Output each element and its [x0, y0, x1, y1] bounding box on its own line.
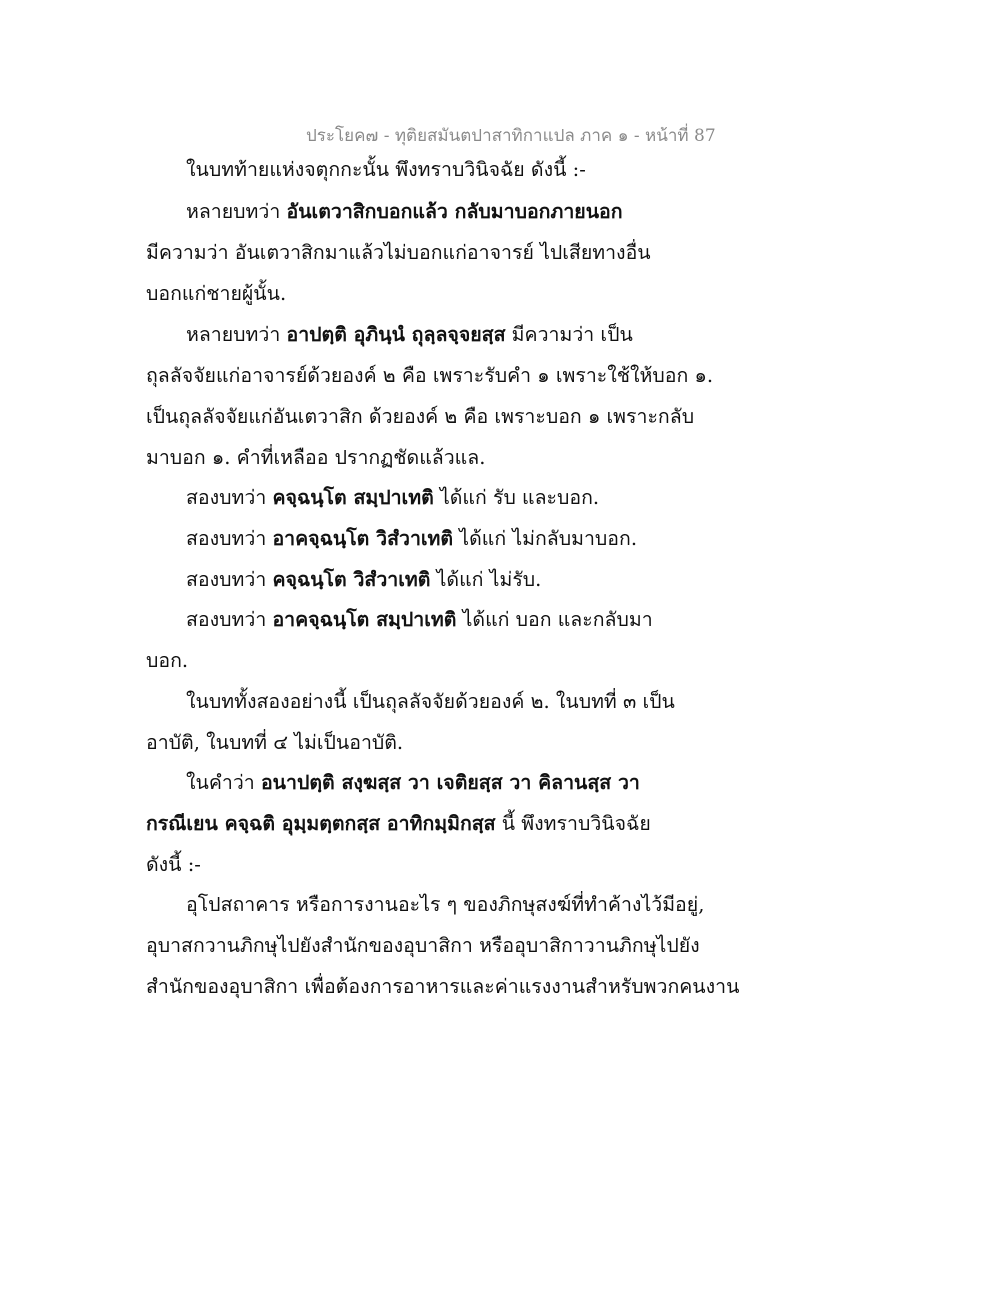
text: ได้แก่ รับ และบอก. [433, 486, 600, 509]
text-line [146, 282, 286, 305]
text-line [146, 812, 651, 835]
text-line [186, 323, 633, 346]
text: สองบทว่า [186, 568, 273, 591]
text: ในบทท้ายแห่งจตุกกะนั้น พึงทราบวินิจฉัย ดังนี้ :- [186, 158, 586, 181]
text-line [186, 200, 623, 223]
text-line [186, 527, 637, 550]
text-line [186, 158, 586, 181]
text: ดังนี้ :- [146, 853, 201, 876]
text-line [186, 771, 640, 794]
text-line [146, 975, 739, 998]
bold-term: คจฺฉนฺโต วิสํวาเทติ [272, 568, 431, 591]
text: อุโปสถาคาร หรือการงานอะไร ๆ ของภิกษุสงฆ์ที่ทำค้างไว้มีอยู่, [186, 893, 705, 916]
text: ได้แก่ ไม่รับ. [430, 568, 542, 591]
text: สำนักของอุบาสิกา เพื่อต้องการอาหารและค่าแรงงานสำหรับพวกคนงาน [146, 975, 740, 998]
bold-term: อาคจฺฉนฺโต วิสํวาเทติ [272, 527, 454, 550]
text: นี้ พึงทราบวินิจฉัย [495, 812, 651, 835]
bold-term: อาปตฺติ อุภินฺนํ ถุลฺลจฺจยสฺส [286, 323, 506, 346]
text-line [146, 364, 713, 387]
text-line [186, 486, 599, 509]
text-line [146, 853, 201, 876]
text: สองบทว่า [186, 527, 273, 550]
text: ในบททั้งสองอย่างนี้ เป็นถุลลัจจัยด้วยองค์ ๒. ในบทที่ ๓ เป็น [186, 690, 675, 713]
text-line [186, 568, 541, 591]
text: สองบทว่า [186, 608, 273, 631]
text-line [146, 731, 403, 754]
text-line [186, 893, 704, 916]
text: อุบาสกวานภิกษุไปยังสำนักของอุบาสิกา หรืออุบาสิกาวานภิกษุไปยัง [146, 934, 700, 957]
text: มีความว่า อันเตวาสิกมาแล้วไม่บอกแก่อาจารย์ ไปเสียทางอื่น [146, 241, 651, 264]
text: อาบัติ, ในบทที่ ๔ ไม่เป็นอาบัติ. [146, 731, 404, 754]
text: หลายบทว่า [186, 200, 287, 223]
text: มาบอก ๑. คำที่เหลืออ ปรากฏชัดแล้วแล. [146, 446, 486, 469]
bold-term: คจฺฉนฺโต สมฺปาเทติ [272, 486, 434, 509]
text-line [146, 241, 651, 264]
bold-term: อนาปตฺติ สงฺฆสฺส วา เจติยสฺส วา คิลานสฺส วา [260, 771, 640, 794]
text: ได้แก่ บอก และกลับมา [456, 608, 653, 631]
text: ถุลลัจจัยแก่อาจารย์ด้วยองค์ ๒ คือ เพราะรับคำ ๑ เพราะใช้ให้บอก ๑. [146, 364, 714, 387]
text-line [146, 649, 188, 672]
text: มีความว่า เป็น [505, 323, 633, 346]
text: ในคำว่า [186, 771, 261, 794]
text-line [186, 690, 675, 713]
text-line [146, 934, 700, 957]
bold-term: อันเตวาสิกบอกแล้ว กลับมาบอกภายนอก [286, 200, 623, 223]
page-header: ประโยค๗ - ทุติยสมันตปาสาทิกาแปล ภาค ๑ - หน้าที่ 87 [306, 126, 716, 146]
text: บอก. [146, 649, 189, 672]
text-line [146, 405, 694, 428]
text: หลายบทว่า [186, 323, 287, 346]
text: สองบทว่า [186, 486, 273, 509]
text-line [146, 446, 485, 469]
text-line [186, 608, 653, 631]
bold-term: อาคจฺฉนฺโต สมฺปาเทติ [272, 608, 457, 631]
text: ได้แก่ ไม่กลับมาบอก. [453, 527, 638, 550]
bold-term: กรณีเยน คจฺฉติ อุมฺมตฺตกสฺส อาทิกมฺมิกสฺส [146, 812, 496, 835]
text: บอกแก่ชายผู้นั้น. [146, 282, 287, 305]
text: เป็นถุลลัจจัยแก่อันเตวาสิก ด้วยองค์ ๒ คือ เพราะบอก ๑ เพราะกลับ [146, 405, 695, 428]
